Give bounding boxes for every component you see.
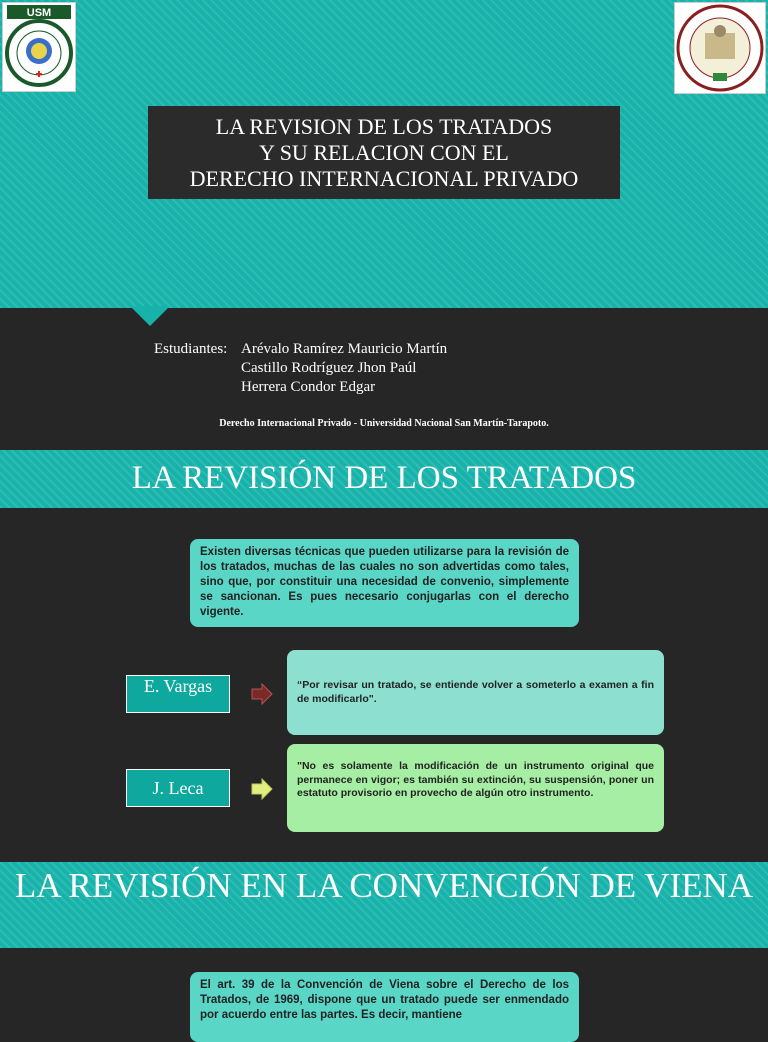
title-line-2: Y SU RELACION CON EL <box>259 140 509 165</box>
course-line: Derecho Internacional Privado - Universidad Nacional San Martín-Tarapoto. <box>219 418 549 429</box>
title-line-1: LA REVISION DE LOS TRATADOS <box>215 114 553 139</box>
presentation-title <box>148 106 620 199</box>
author-label-leca: J. Leca <box>126 769 230 807</box>
section-heading-revision: LA REVISIÓN DE LOS TRATADOS <box>0 450 768 508</box>
faculty-logo <box>674 2 766 94</box>
definition-card-leca: "No es solamente la modificación de un instrumento original que permanece en vigor; es también su extinción, su suspensión, poner un estatuto provisorio en provecho de algún otro instrumento. <box>287 744 664 832</box>
faculty-seal-icon <box>675 3 765 93</box>
vienna-card: El art. 39 de la Convención de Viena sobre el Derecho de los Tratados, de 1969, dispone que un tratado puede ser enmendado por acuerdo entre las partes. Es decir, mantiene <box>190 972 579 1042</box>
title-line-3: DERECHO INTERNACIONAL PRIVADO <box>189 166 579 191</box>
university-seal-icon <box>3 3 75 91</box>
students-label: Estudiantes: <box>154 341 228 357</box>
banner-notch <box>130 306 170 326</box>
student-name-2: Castillo Rodríguez Jhon Paúl <box>241 360 417 376</box>
student-name-3: Herrera Condor Edgar <box>241 379 376 395</box>
definition-card-vargas: “Por revisar un tratado, se entiende volver a someterlo a examen a fin de modificarlo". <box>287 650 664 735</box>
section-heading-vienna: LA REVISIÓN EN LA CONVENCIÓN DE VIENA <box>0 862 768 948</box>
arrow-right-icon <box>251 683 273 705</box>
arrow-right-icon <box>251 778 273 800</box>
university-logo <box>2 2 76 92</box>
student-name-1: Arévalo Ramírez Mauricio Martín <box>241 341 448 357</box>
author-label-vargas: E. Vargas <box>126 675 230 713</box>
svg-text:USM: USM <box>26 7 52 19</box>
intro-card: Existen diversas técnicas que pueden utilizarse para la revisión de los tratados, muchas de las cuales no son advertidas como tales, sino que, por constituir una necesidad de convenio, simplemente se sancionan. Es pues necesario conjugarlas con el derecho vigente. <box>190 539 579 627</box>
